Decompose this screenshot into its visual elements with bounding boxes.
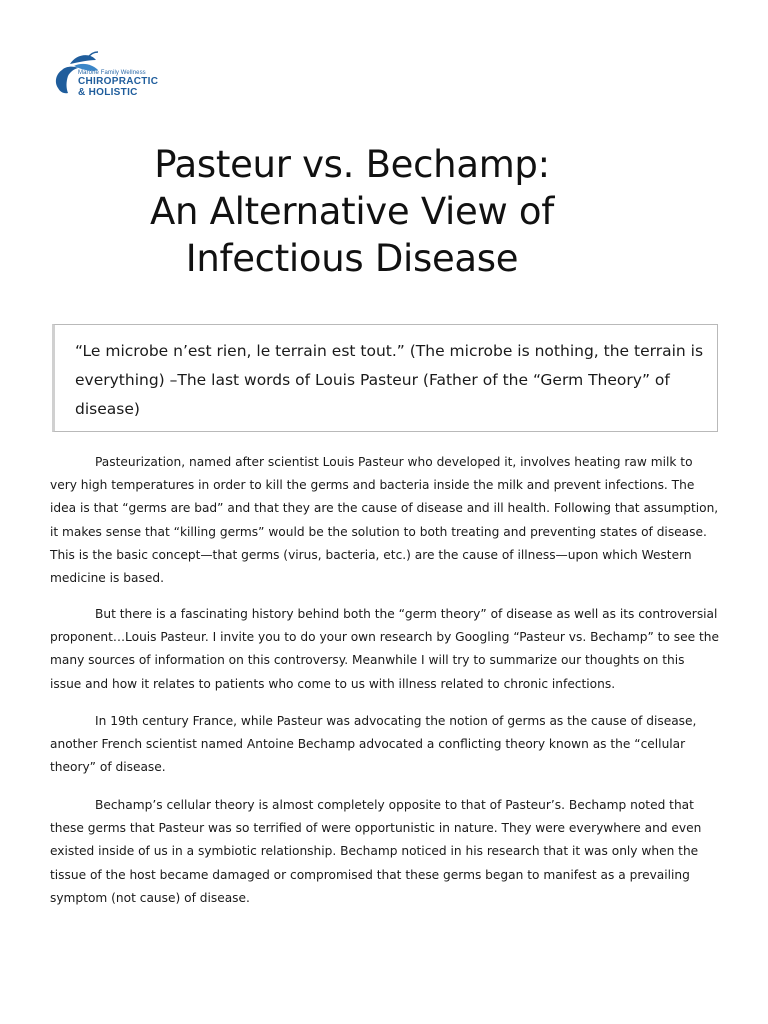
pull-quote [75, 337, 705, 424]
paragraph-line: This is the basic concept—that germs (virus, bacteria, etc.) are the cause of illness—upon which Western [50, 547, 692, 562]
paragraph-line: very high temperatures in order to kill the germs and bacteria inside the milk and prevent infections. The [50, 478, 695, 493]
paragraph-line: issue and how it relates to patients who come to us with illness related to chronic infections. [50, 676, 616, 691]
company-logo [52, 48, 162, 104]
title-line-3: Infectious Disease [185, 237, 519, 280]
quote-line-2: everything) –The last words of Louis Pasteur (Father of the “Germ Theory” of [75, 371, 670, 389]
logo-tagline: Marone Family Wellness [78, 70, 146, 76]
paragraph-line: medicine is based. [50, 571, 164, 586]
title-line-2: An Alternative View of [150, 190, 554, 233]
paragraph-line: Pasteurization, named after scientist Louis Pasteur who developed it, involves heating raw milk to [95, 455, 693, 469]
logo-name-line2: & HOLISTIC [78, 87, 138, 98]
paragraph-line: many sources of information on this controversy. Meanwhile I will try to summarize our thoughts on this [50, 653, 685, 668]
paragraph-line: In 19th century France, while Pasteur was advocating the notion of germs as the cause of disease, [95, 714, 697, 728]
paragraph-line: But there is a fascinating history behind both the “germ theory” of disease as well as its controversial [95, 607, 718, 621]
paragraph-line: Bechamp’s cellular theory is almost completely opposite to that of Pasteur’s. Bechamp noted that [95, 798, 694, 812]
paragraph-line: proponent…Louis Pasteur. I invite you to do your own research by Googling “Pasteur vs. Bechamp” to see the [50, 630, 719, 645]
paragraph-line: tissue of the host became damaged or compromised that these germs began to manifest as a prevailing [50, 867, 690, 882]
quote-line-3: disease) [75, 400, 140, 418]
paragraph-cellular-theory [50, 794, 720, 910]
title-line-1: Pasteur vs. Bechamp: [154, 143, 550, 186]
paragraph-line: theory” of disease. [50, 760, 166, 775]
paragraph-history [50, 603, 720, 696]
paragraph-bechamp-intro [50, 710, 720, 780]
quote-line-1: “Le microbe n’est rien, le terrain est tout.” (The microbe is nothing, the terrain is [75, 342, 704, 360]
logo-name-line1: CHIROPRACTIC [78, 76, 159, 87]
paragraph-line: another French scientist named Antoine Bechamp advocated a conflicting theory known as the “cellular [50, 737, 686, 752]
paragraph-line: idea is that “germs are bad” and that they are the cause of disease and ill health. Following that assumption, [50, 501, 719, 516]
paragraph-line: it makes sense that “killing germs” would be the solution to both treating and preventing states of disease. [50, 524, 707, 539]
paragraph-line: symptom (not cause) of disease. [50, 890, 250, 905]
page-title [90, 141, 614, 282]
paragraph-line: existed inside of us in a symbiotic relationship. Bechamp noticed in his research that it was only when the [50, 844, 699, 859]
pull-quote-box [52, 324, 718, 432]
paragraph-pasteurization [50, 451, 720, 590]
paragraph-line: these germs that Pasteur was so terrified of were opportunistic in nature. They were everywhere and even [50, 821, 702, 836]
